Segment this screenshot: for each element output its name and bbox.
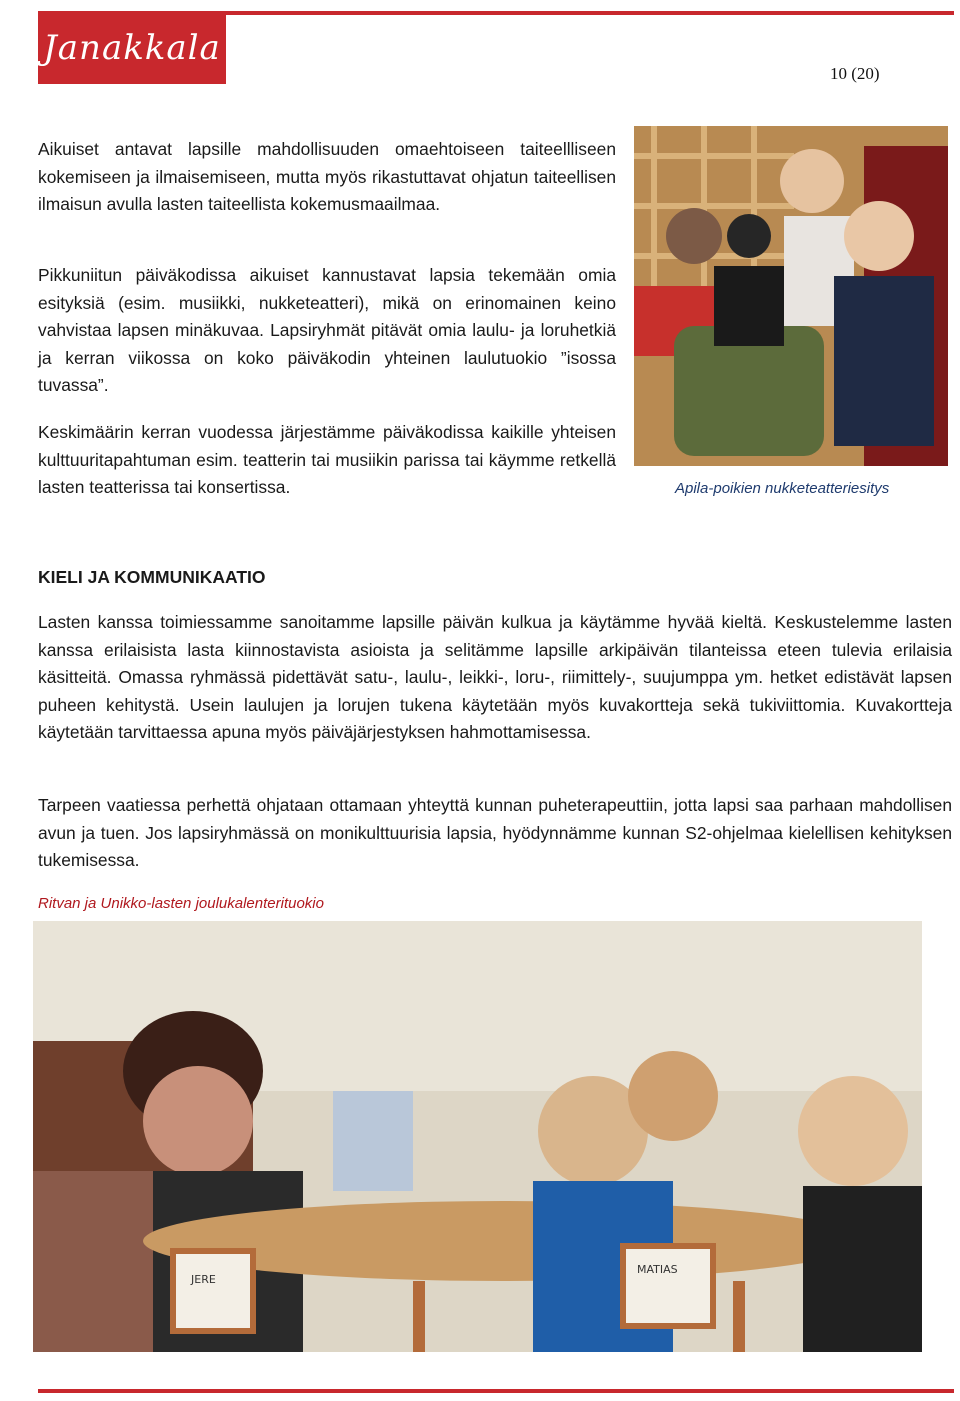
paragraph-art-experiences: Aikuiset antavat lapsille mahdollisuuden omaehtoiseen taiteellliseen kokemiseen ja ilmaisemiseen, mutta myös rikastuttavat ohjatun taiteellisen ilmaisun avulla lasten taiteellista kokemusmaailmaa. [38,139,616,214]
paragraph-culture-event: Keskimäärin kerran vuodessa järjestämme päiväkodissa kaikille yhteisen kulttuuritapahtuman esim. teatterin tai musiikin parissa tai käymme retkellä lasten teatterissa tai konsertissa. [38,422,616,497]
photo-christmas-calendar-session [33,921,922,1352]
paragraph-speech-therapy: Tarpeen vaatiessa perhettä ohjataan ottamaan yhteyttä kunnan puheterapeuttiin, jotta lapsi saa parhaan mahdollisen avun ja tuen. Jos lapsiryhmässä on monikulttuurisia lapsia, hyödynnämme kunnan S2-ohjelmaa kielellisen kehityksen tukemisessa. [38,795,952,870]
janakkala-logo [38,11,226,84]
label-jere: JERE [191,1273,216,1286]
logo-text: Janakkala [43,27,221,68]
footer-rule [38,1389,954,1393]
photo-puppet-theatre [634,126,948,466]
caption-puppet-theatre: Apila-poikien nukketeatteriesitys [675,480,890,497]
paragraph-performances: Pikkuniitun päiväkodissa aikuiset kannustavat lapsia tekemään omia esityksiä (esim. musiikki, nukketeatteri), mikä on erinomainen keino vahvistaa lapsen minäkuvaa. Lapsiryhmät pitävät omia laulu- ja loruhetkiä ja kerran viikossa on koko päiväkodin yhteinen laulutuokio ”isossa tuvassa”. [38,265,616,395]
label-matias: MATIAS [637,1263,678,1276]
paragraph-language-support: Lasten kanssa toimiessamme sanoitamme lapsille päivän kulkua ja käytämme hyvää kieltä. Keskustelemme lasten kanssa erilaisista lasta kiinnostavista asioista ja selitämme lapsille arkipäivän tilanteissa eteen tulevia erilaisia käsitteitä. Omassa ryhmässä pidettävät satu-, laulu-, leikki-, loru-, riimittely-, suujumppa ym. hetket edistävät lapsen puheen kehitystä. Usein laulujen ja lorujen tukena käytetään myös kuvakortteja sekä tukiviittomia. Kuvakortteja käytetään tarvittaessa apuna myös päiväjärjestyksen hahmottamisessa. [38,612,952,742]
section-heading: KIELI JA KOMMUNIKAATIO [38,567,266,587]
caption-christmas-calendar: Ritvan ja Unikko-lasten joulukalenterituokio [38,895,324,912]
page-number: 10 (20) [830,64,880,83]
